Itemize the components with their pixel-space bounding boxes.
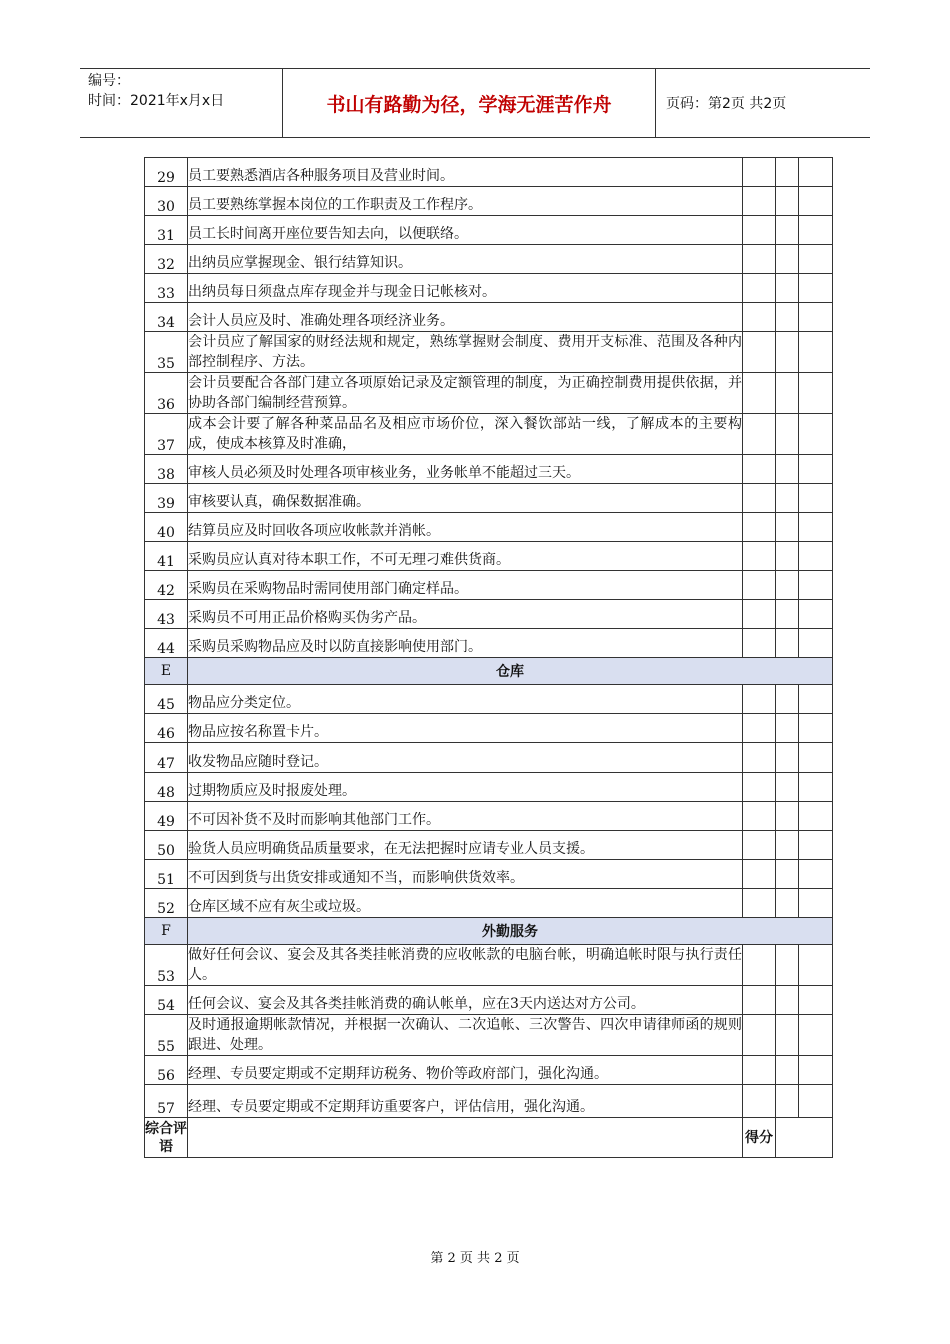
item-number: 51 <box>145 860 188 889</box>
check-cell-2[interactable] <box>776 187 799 216</box>
table-row <box>145 986 833 1015</box>
check-cell-2[interactable] <box>776 945 799 986</box>
table-row <box>145 1056 833 1085</box>
table-row <box>145 414 833 455</box>
check-cell-2[interactable] <box>776 889 799 918</box>
check-cell-2[interactable] <box>776 714 799 743</box>
item-number: 33 <box>145 274 188 303</box>
check-cell-1[interactable] <box>743 986 776 1015</box>
check-cell-3[interactable] <box>799 1015 833 1056</box>
table-row <box>145 889 833 918</box>
page-header <box>80 68 870 138</box>
check-cell-1[interactable] <box>743 455 776 484</box>
item-text: 采购员应认真对待本职工作，不可无理刁难供货商。 <box>188 542 743 571</box>
item-number: 34 <box>145 303 188 332</box>
item-number: 50 <box>145 831 188 860</box>
check-cell-1[interactable] <box>743 889 776 918</box>
check-cell-1[interactable] <box>743 245 776 274</box>
check-cell-1[interactable] <box>743 945 776 986</box>
checklist-body <box>145 158 833 1118</box>
item-text: 员工长时间离开座位要告知去向，以便联络。 <box>188 216 743 245</box>
table-row <box>145 802 833 831</box>
table-row <box>145 245 833 274</box>
check-cell-3[interactable] <box>799 714 833 743</box>
table-row <box>145 600 833 629</box>
check-cell-3[interactable] <box>799 216 833 245</box>
check-cell-1[interactable] <box>743 303 776 332</box>
page-footer: 第 2 页 共 2 页 <box>430 1251 520 1266</box>
check-cell-2[interactable] <box>776 414 799 455</box>
section-row <box>145 658 833 685</box>
check-cell-2[interactable] <box>776 860 799 889</box>
item-text: 会计员应了解国家的财经法规和规定，熟练掌握财会制度、费用开支标准、范围及各种内部控制程序、方法。 <box>188 332 743 373</box>
check-cell-1[interactable] <box>743 802 776 831</box>
table-row <box>145 187 833 216</box>
check-cell-2[interactable] <box>776 571 799 600</box>
check-cell-3[interactable] <box>799 945 833 986</box>
check-cell-2[interactable] <box>776 600 799 629</box>
check-cell-1[interactable] <box>743 831 776 860</box>
table-row <box>145 373 833 414</box>
item-number: 56 <box>145 1056 188 1085</box>
item-number: 32 <box>145 245 188 274</box>
table-row <box>145 1015 833 1056</box>
item-number: 52 <box>145 889 188 918</box>
section-code: E <box>145 658 188 685</box>
check-cell-1[interactable] <box>743 216 776 245</box>
check-cell-2[interactable] <box>776 1015 799 1056</box>
check-cell-2[interactable] <box>776 513 799 542</box>
check-cell-3[interactable] <box>799 513 833 542</box>
check-cell-2[interactable] <box>776 274 799 303</box>
summary-row <box>145 1118 833 1158</box>
item-number: 41 <box>145 542 188 571</box>
item-text: 审核要认真，确保数据准确。 <box>188 484 743 513</box>
check-cell-2[interactable] <box>776 802 799 831</box>
check-cell-3[interactable] <box>799 274 833 303</box>
table-row <box>145 455 833 484</box>
score-field[interactable] <box>776 1118 833 1158</box>
header-page-info: 页码：第2页 共2页 <box>666 96 787 112</box>
check-cell-3[interactable] <box>799 629 833 658</box>
check-cell-2[interactable] <box>776 245 799 274</box>
item-number: 29 <box>145 158 188 187</box>
check-cell-1[interactable] <box>743 1056 776 1085</box>
table-row <box>145 158 833 187</box>
section-title: 仓库 <box>188 658 833 685</box>
section-code: F <box>145 918 188 945</box>
check-cell-3[interactable] <box>799 484 833 513</box>
check-cell-1[interactable] <box>743 513 776 542</box>
check-cell-2[interactable] <box>776 986 799 1015</box>
item-text: 不可因补货不及时而影响其他部门工作。 <box>188 802 743 831</box>
item-number: 43 <box>145 600 188 629</box>
item-text: 采购员不可用正品价格购买伪劣产品。 <box>188 600 743 629</box>
item-number: 49 <box>145 802 188 831</box>
check-cell-3[interactable] <box>799 1056 833 1085</box>
check-cell-1[interactable] <box>743 773 776 802</box>
table-row <box>145 484 833 513</box>
check-cell-2[interactable] <box>776 629 799 658</box>
table-row <box>145 274 833 303</box>
table-row <box>145 542 833 571</box>
item-text: 收发物品应随时登记。 <box>188 743 743 773</box>
item-number: 46 <box>145 714 188 743</box>
table-row <box>145 332 833 373</box>
item-text: 员工要熟悉酒店各种服务项目及营业时间。 <box>188 158 743 187</box>
item-text: 及时通报逾期帐款情况，并根据一次确认、二次追帐、三次警告、四次申请律师函的规则跟进、处理。 <box>188 1015 743 1056</box>
check-cell-3[interactable] <box>799 889 833 918</box>
check-cell-1[interactable] <box>743 414 776 455</box>
item-number: 30 <box>145 187 188 216</box>
table-row <box>145 860 833 889</box>
check-cell-2[interactable] <box>776 455 799 484</box>
table-row <box>145 571 833 600</box>
check-cell-3[interactable] <box>799 743 833 773</box>
item-text: 经理、专员要定期或不定期拜访重要客户，评估信用，强化沟通。 <box>188 1085 743 1118</box>
item-number: 42 <box>145 571 188 600</box>
item-text: 结算员应及时回收各项应收帐款并消帐。 <box>188 513 743 542</box>
check-cell-2[interactable] <box>776 158 799 187</box>
check-cell-2[interactable] <box>776 1056 799 1085</box>
header-motto: 书山有路勤为径，学海无涯苦作舟 <box>283 69 656 137</box>
item-number: 47 <box>145 743 188 773</box>
check-cell-3[interactable] <box>799 802 833 831</box>
item-text: 员工要熟练掌握本岗位的工作职责及工作程序。 <box>188 187 743 216</box>
item-number: 57 <box>145 1085 188 1118</box>
check-cell-2[interactable] <box>776 831 799 860</box>
item-text: 经理、专员要定期或不定期拜访税务、物价等政府部门，强化沟通。 <box>188 1056 743 1085</box>
item-text: 采购员采购物品应及时以防直接影响使用部门。 <box>188 629 743 658</box>
table-row <box>145 685 833 714</box>
check-cell-3[interactable] <box>799 332 833 373</box>
item-text: 仓库区域不应有灰尘或垃圾。 <box>188 889 743 918</box>
check-cell-3[interactable] <box>799 571 833 600</box>
item-text: 过期物质应及时报废处理。 <box>188 773 743 802</box>
check-cell-1[interactable] <box>743 1085 776 1118</box>
check-cell-1[interactable] <box>743 714 776 743</box>
item-text: 审核人员必须及时处理各项审核业务，业务帐单不能超过三天。 <box>188 455 743 484</box>
check-cell-1[interactable] <box>743 332 776 373</box>
check-cell-1[interactable] <box>743 158 776 187</box>
table-row <box>145 714 833 743</box>
check-cell-2[interactable] <box>776 773 799 802</box>
section-title: 外勤服务 <box>188 918 833 945</box>
check-cell-3[interactable] <box>799 373 833 414</box>
item-number: 36 <box>145 373 188 414</box>
item-number: 40 <box>145 513 188 542</box>
item-number: 39 <box>145 484 188 513</box>
item-text: 会计人员应及时、准确处理各项经济业务。 <box>188 303 743 332</box>
check-cell-2[interactable] <box>776 303 799 332</box>
item-number: 31 <box>145 216 188 245</box>
item-number: 35 <box>145 332 188 373</box>
comment-label: 综合评语 <box>145 1118 188 1158</box>
item-number: 53 <box>145 945 188 986</box>
check-cell-2[interactable] <box>776 743 799 773</box>
table-row <box>145 1085 833 1118</box>
check-cell-3[interactable] <box>799 831 833 860</box>
check-cell-3[interactable] <box>799 860 833 889</box>
table-row <box>145 773 833 802</box>
check-cell-1[interactable] <box>743 743 776 773</box>
item-text: 任何会议、宴会及其各类挂帐消费的确认帐单，应在3天内送达对方公司。 <box>188 986 743 1015</box>
item-text: 出纳员每日须盘点库存现金并与现金日记帐核对。 <box>188 274 743 303</box>
check-cell-1[interactable] <box>743 600 776 629</box>
table-row <box>145 303 833 332</box>
check-cell-2[interactable] <box>776 1085 799 1118</box>
check-cell-3[interactable] <box>799 414 833 455</box>
item-text: 验货人员应明确货品质量要求，在无法把握时应请专业人员支援。 <box>188 831 743 860</box>
comment-field[interactable] <box>188 1118 743 1158</box>
check-cell-1[interactable] <box>743 274 776 303</box>
check-cell-3[interactable] <box>799 600 833 629</box>
code-label: 编号： <box>88 73 130 89</box>
check-cell-3[interactable] <box>799 158 833 187</box>
section-row <box>145 918 833 945</box>
item-number: 48 <box>145 773 188 802</box>
check-cell-3[interactable] <box>799 1085 833 1118</box>
item-text: 出纳员应掌握现金、银行结算知识。 <box>188 245 743 274</box>
check-cell-2[interactable] <box>776 484 799 513</box>
time-label: 时间：2021年x月x日 <box>88 93 225 109</box>
check-cell-1[interactable] <box>743 685 776 714</box>
check-cell-2[interactable] <box>776 685 799 714</box>
table-row <box>145 216 833 245</box>
check-cell-1[interactable] <box>743 484 776 513</box>
item-text: 物品应分类定位。 <box>188 685 743 714</box>
check-cell-1[interactable] <box>743 629 776 658</box>
check-cell-1[interactable] <box>743 187 776 216</box>
item-text: 会计员要配合各部门建立各项原始记录及定额管理的制度，为正确控制费用提供依据，并协助各部门编制经营预算。 <box>188 373 743 414</box>
item-text: 做好任何会议、宴会及其各类挂帐消费的应收帐款的电脑台帐，明确追帐时限与执行责任人。 <box>188 945 743 986</box>
table-row <box>145 629 833 658</box>
item-text: 不可因到货与出货安排或通知不当，而影响供货效率。 <box>188 860 743 889</box>
item-text: 物品应按名称置卡片。 <box>188 714 743 743</box>
check-cell-3[interactable] <box>799 245 833 274</box>
check-cell-3[interactable] <box>799 542 833 571</box>
check-cell-1[interactable] <box>743 373 776 414</box>
summary-body <box>145 1118 833 1158</box>
item-number: 54 <box>145 986 188 1015</box>
check-cell-2[interactable] <box>776 373 799 414</box>
check-cell-3[interactable] <box>799 455 833 484</box>
table-row <box>145 945 833 986</box>
table-row <box>145 513 833 542</box>
check-cell-2[interactable] <box>776 542 799 571</box>
header-meta <box>80 69 283 137</box>
check-cell-2[interactable] <box>776 332 799 373</box>
table-row <box>145 831 833 860</box>
check-cell-1[interactable] <box>743 571 776 600</box>
item-number: 44 <box>145 629 188 658</box>
item-number: 37 <box>145 414 188 455</box>
item-number: 45 <box>145 685 188 714</box>
item-number: 55 <box>145 1015 188 1056</box>
item-number: 38 <box>145 455 188 484</box>
check-cell-3[interactable] <box>799 685 833 714</box>
check-cell-3[interactable] <box>799 773 833 802</box>
check-cell-3[interactable] <box>799 303 833 332</box>
check-cell-3[interactable] <box>799 986 833 1015</box>
item-text: 成本会计要了解各种菜品品名及相应市场价位，深入餐饮部站一线，了解成本的主要构成，使成本核算及时准确， <box>188 414 743 455</box>
check-cell-1[interactable] <box>743 542 776 571</box>
check-cell-1[interactable] <box>743 860 776 889</box>
table-row <box>145 743 833 773</box>
check-cell-2[interactable] <box>776 216 799 245</box>
check-cell-1[interactable] <box>743 1015 776 1056</box>
check-cell-3[interactable] <box>799 187 833 216</box>
checklist-table <box>144 157 833 1158</box>
score-label: 得分 <box>743 1118 776 1158</box>
item-text: 采购员在采购物品时需同使用部门确定样品。 <box>188 571 743 600</box>
